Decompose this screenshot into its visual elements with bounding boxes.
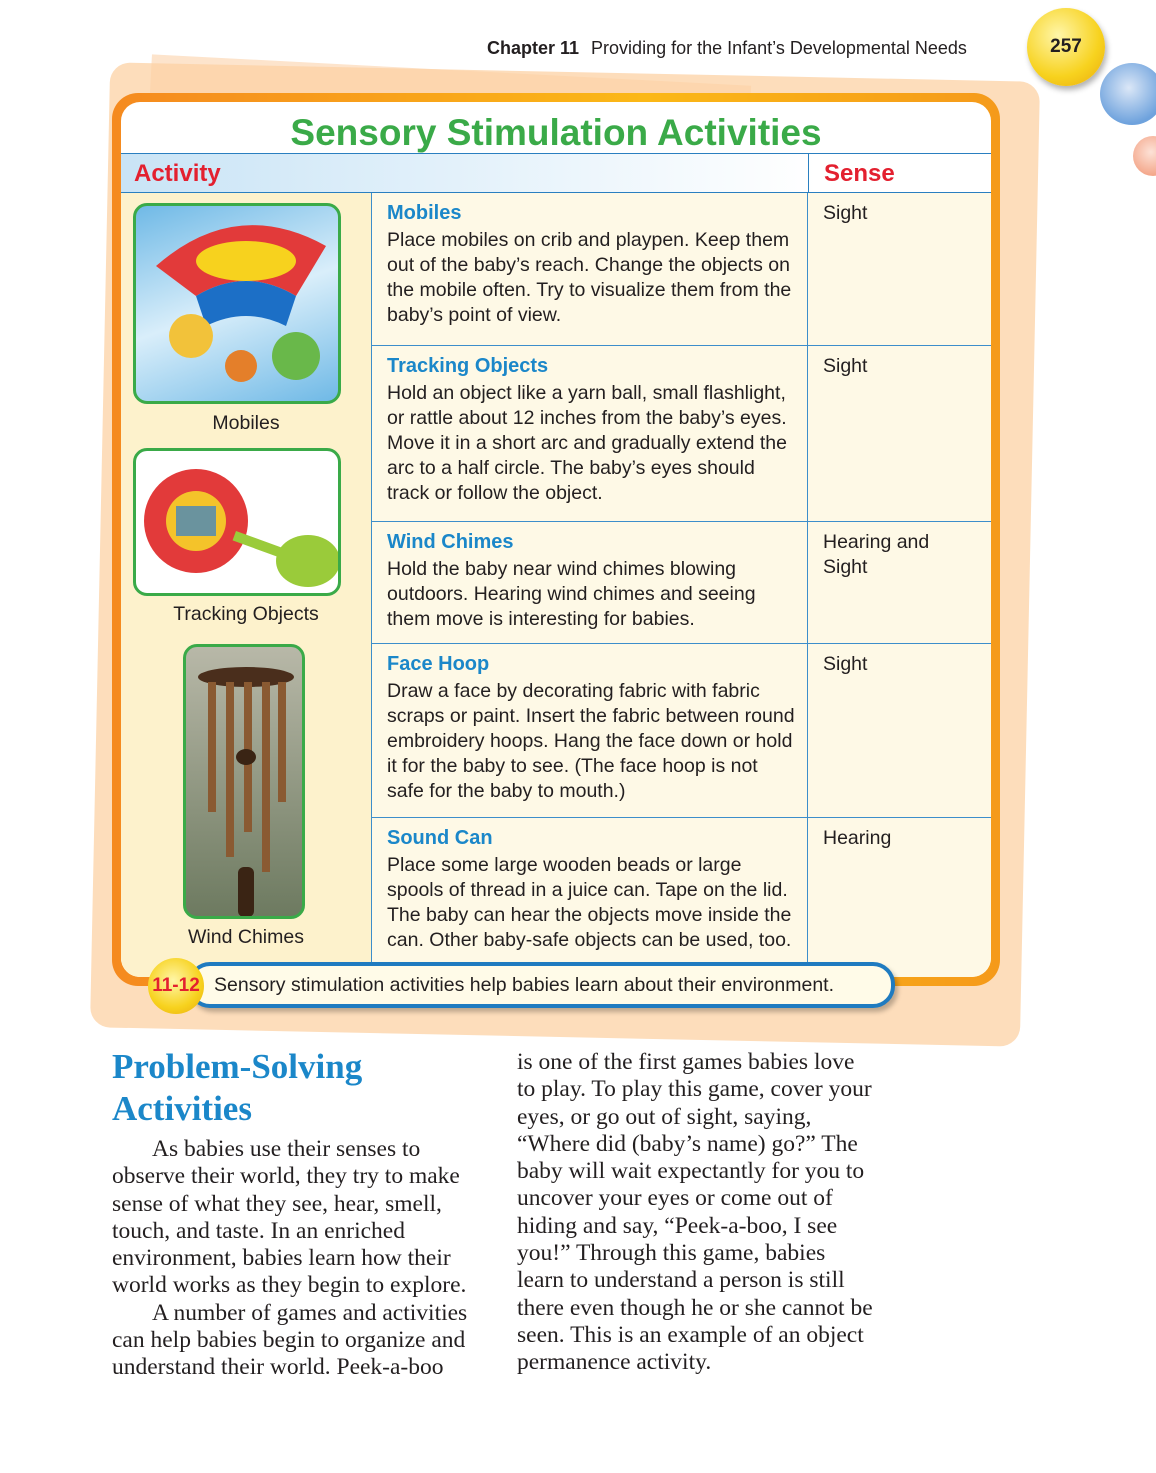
table-title: Sensory Stimulation Activities — [290, 112, 822, 153]
activity-sense: Sight — [823, 653, 868, 675]
wind-chimes-photo — [183, 644, 305, 919]
image-label: Tracking Objects — [173, 603, 319, 625]
activity-sense: Hearing and Sight — [823, 531, 930, 578]
chapter-number: Chapter 11 — [487, 38, 580, 58]
mobiles-photo — [133, 203, 341, 404]
image-column — [121, 193, 371, 977]
section-heading: Problem-Solving Activities — [112, 1047, 363, 1128]
table-row — [371, 818, 991, 977]
image-label: Wind Chimes — [188, 926, 304, 948]
activity-sense: Sight — [823, 202, 868, 224]
image-label: Mobiles — [212, 412, 280, 434]
activity-sense: Hearing — [823, 827, 892, 849]
table-header — [121, 153, 991, 193]
activity-name: Mobiles — [387, 202, 462, 224]
activity-sense: Sight — [823, 355, 868, 377]
chapter-title: Providing for the Infant’s Developmental Needs — [591, 38, 967, 58]
rattle-photo — [133, 448, 341, 596]
mobile-toy-image — [136, 206, 341, 404]
wind-chimes-image — [186, 647, 305, 919]
activity-name: Sound Can — [387, 827, 493, 849]
body-column-right — [517, 1049, 877, 1377]
decorative-dot — [1133, 136, 1156, 176]
table-row — [371, 522, 991, 644]
page-number: 257 — [1027, 8, 1105, 86]
body-column-left — [112, 1136, 477, 1382]
paragraph: A number of games and activities can help babies begin to organize and understand their world. Peek-a-boo — [112, 1299, 468, 1381]
figure-number: 11-12 — [148, 958, 204, 1014]
decorative-dot — [1100, 63, 1156, 125]
figure-caption: Sensory stimulation activities help babies learn about their environment. — [188, 962, 895, 1008]
col-activity: Activity — [134, 160, 221, 187]
activity-name: Wind Chimes — [387, 531, 514, 553]
activity-description: Place mobiles on crib and playpen. Keep them out of the baby’s reach. Change the objects on the mobile often. Try to visualize them from the baby’s point of view. — [387, 229, 792, 326]
col-sense: Sense — [808, 154, 895, 192]
table-row — [371, 644, 991, 818]
running-header — [487, 38, 967, 59]
table-row — [371, 346, 991, 522]
table-row — [371, 193, 991, 346]
activity-description: Draw a face by decorating fabric with fabric scraps or paint. Insert the fabric between round embroidery hoops. Hang the face down or hold it for the baby to see. (The face hoop is not safe for the baby to mouth.) — [387, 680, 795, 802]
activity-description: Hold the baby near wind chimes blowing outdoors. Hearing wind chimes and seeing them move is interesting for babies. — [387, 558, 756, 630]
activities-table-frame — [112, 93, 1000, 986]
activity-name: Face Hoop — [387, 653, 490, 675]
paragraph: is one of the first games babies love to play. To play this game, cover your eyes, or go out of sight, saying, “Where did (baby’s name) go?” The baby will wait expectantly for you to uncover your eyes or come out of hiding and say, “Peek-a-boo, I see you!” Through this game, babies learn to understand a person is still there even though he or she cannot be seen. This is an example of an object permanence activity. — [517, 1049, 873, 1376]
activity-description: Hold an object like a yarn ball, small flashlight, or rattle about 12 inches from the baby’s eyes. Move it in a short arc and gradually extend the arc to a half circle. The baby’s eyes should track or follow the object. — [387, 382, 787, 504]
rattle-image — [136, 451, 341, 596]
table-body — [121, 193, 991, 977]
activity-description: Place some large wooden beads or large spools of thread in a juice can. Tape on the lid. The baby can hear the objects move inside the can. Other baby-safe objects can be used, too. — [387, 854, 792, 951]
activity-name: Tracking Objects — [387, 355, 549, 377]
paragraph: As babies use their senses to observe their world, they try to make sense of what they see, hear, smell, touch, and taste. In an enriched environment, babies learn how their world works as they begin to explore. — [112, 1136, 467, 1299]
